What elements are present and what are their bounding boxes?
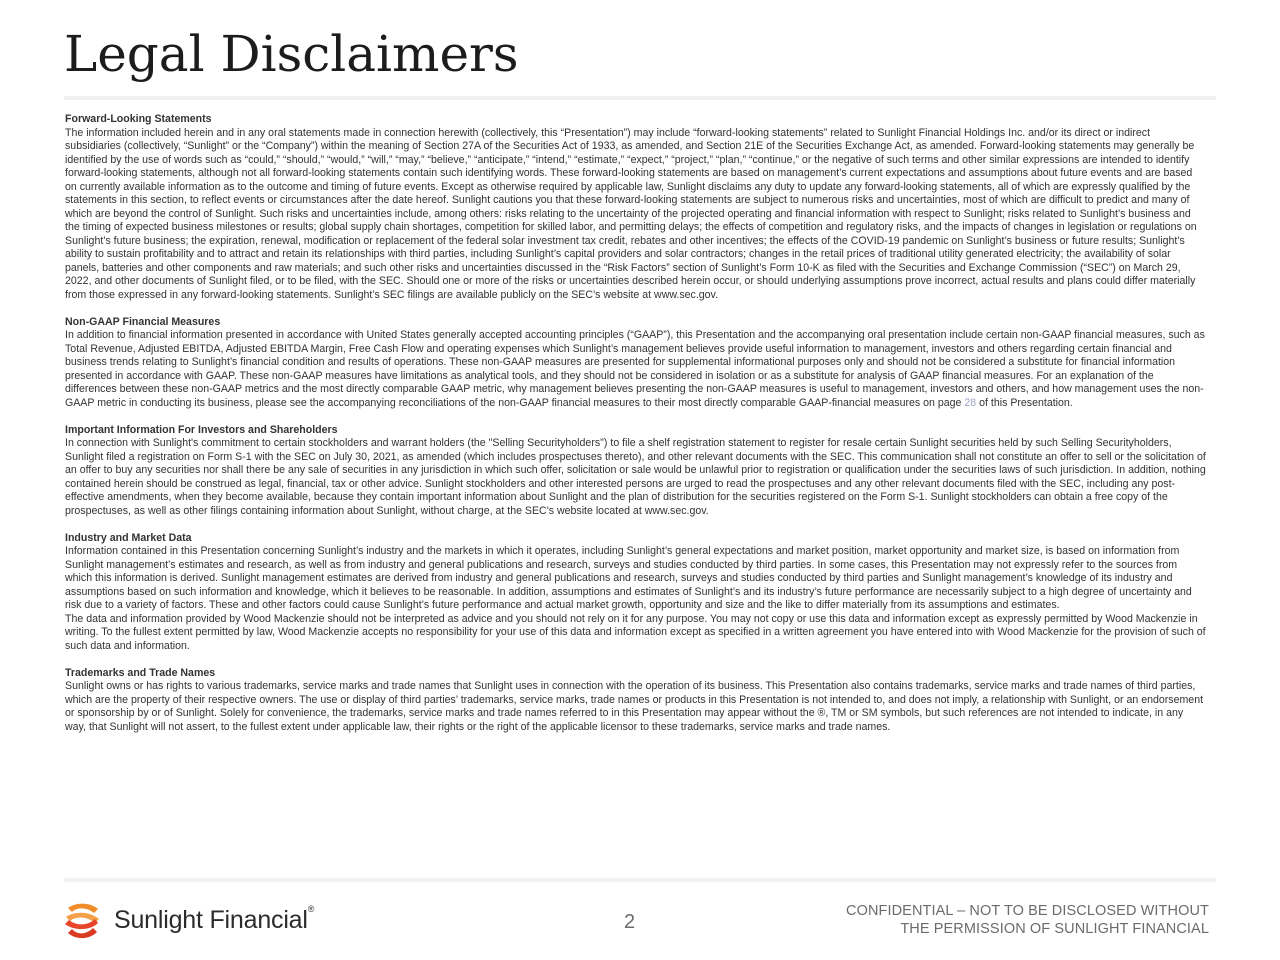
body-text: of this Presentation.: [976, 396, 1073, 409]
sunlight-logo-icon: [62, 900, 102, 942]
footer-divider: [64, 878, 1216, 882]
section-body: The information included herein and in any oral statements made in connection herewith (collectively, this “Presentation”) may include “forward-looking statements” related to Sunlight Financial Holdings Inc. and/or its direct or indirect subsidiaries (collectively, “Sunlight” or the “Company”) within the meaning of Section 27A of the Securities Act of 1933, as amended, and Section 21E of the Securities Exchange Act, as amended. Forward-looking statements may generally be identified by the use of words such as “could,” “should,” “would,” “will,” “may,” “believe,” “anticipate,” “intend,” “estimate,” “expect,” “project,” “plan,” “continue,” or the negative of such terms and other similar expressions are intended to identify forward-looking statements, although not all forward-looking statements contain such identifying words. These forward-looking statements are based on management’s current expectations and assumptions about future events and are based on currently available information as to the outcome and timing of future events. Except as otherwise required by applicable law, Sunlight disclaims any duty to update any forward-looking statements, all of which are expressly qualified by the statements in this section, to reflect events or circumstances after the date hereof. Sunlight cautions you that these forward-looking statements are subject to numerous risks and uncertainties, most of which are difficult to predict and many of which are beyond the control of Sunlight. Such risks and uncertainties include, among others: risks relating to the uncertainty of the projected operating and financial information with respect to Sunlight; risks related to Sunlight’s business and the timing of expected business milestones or results; global supply chain shortages, competition for skilled labor, and permitting delays; the effects of competition and regulatory risks, and the impacts of changes in legislation or regulations on Sunlight’s future business; the expiration, renewal, modification or replacement of the federal solar investment tax credit, rebates and other incentives; the effects of the COVID-19 pandemic on Sunlight’s business or future results; Sunlight’s ability to sustain profitability and to attract and retain its relationships with third parties, including Sunlight’s capital providers and solar contractors; changes in the retail prices of traditional utility generated electricity; the availability of solar panels, batteries and other components and raw materials; and such other risks and uncertainties discussed in the “Risk Factors” section of Sunlight’s Form 10-K as filed with the Securities and Exchange Commission (“SEC”) on March 29, 2022, and other documents of Sunlight filed, or to be filed, with the SEC. Should one or more of the risks or uncertainties described herein occur, or should underlying assumptions prove incorrect, actual results and plans could differ materially from those expressed in any forward-looking statements. Sunlight’s SEC filings are available publicly on the SEC’s website at www.sec.gov.: [65, 126, 1197, 301]
confidential-line: CONFIDENTIAL – NOT TO BE DISCLOSED WITHOUT: [846, 903, 1209, 919]
section-non-gaap: [65, 316, 1207, 411]
section-body: The data and information provided by Wood Mackenzie should not be interpreted as advice and you should not rely on it for any purpose. You may not copy or use this data and information except as expressly permitted by Wood Mackenzie in writing. To the fullest extent permitted by law, Wood Mackenzie accepts no responsibility for your use of this data and information except as specified in a written agreement you have entered into with Wood Mackenzie for the provision of such of such data and information.: [65, 612, 1206, 652]
page-number: 2: [624, 911, 636, 933]
section-heading: Forward-Looking Statements: [65, 113, 212, 125]
section-heading: Non-GAAP Financial Measures: [65, 315, 221, 328]
section-forward-looking: [65, 113, 1207, 302]
section-trademarks: [65, 667, 1207, 735]
section-body: In connection with Sunlight's commitment to certain stockholders and warrant holders (the "Selling Securityholders") to file a shelf registration statement to register for resale certain Sunlight securities held by such Selling Securityholders, Sunlight filed a registration on Form S-1 with the SEC on July 30, 2021, as amended (which includes prospectuses thereto), and other relevant documents with the SEC. This communication shall not constitute an offer to sell or the solicitation of an offer to buy any securities nor shall there be any sale of securities in any jurisdiction in which such offer, solicitation or sale would be unlawful prior to registration or qualification under the securities laws of such jurisdiction. In addition, nothing contained herein should be construed as legal, financial, tax or other advice. Sunlight stockholders and other interested persons are urged to read the prospectuses and any other relevant documents filed with the SEC, including any post-effective amendments, when they become available, because they contain important information about Sunlight and the plan of distribution for the securities registered on the Form S-1. Sunlight stockholders can obtain a free copy of the prospectuses, as well as other filings containing information about Sunlight, without charge, at the SEC's website located at www.sec.gov.: [65, 437, 1206, 517]
trademark-symbol: ®: [307, 904, 315, 914]
confidential-line: THE PERMISSION OF SUNLIGHT FINANCIAL: [900, 921, 1209, 937]
section-body: [65, 329, 1207, 410]
section-body: Information contained in this Presentation concerning Sunlight’s industry and the markets in which it operates, including Sunlight’s general expectations and market position, market opportunity and market size, is based on information from Sunlight management’s estimates and research, as well as from industry and general publications and research, surveys and studies conducted by third parties. In some cases, this Presentation may not expressly refer to the sources from which this information is derived. Sunlight management estimates are derived from industry and general publications and research, surveys and studies conducted by third parties and Sunlight management’s knowledge of its industry and assumptions based on such information and knowledge, which it believes to be reasonable. In addition, assumptions and estimates of Sunlight’s and its industry’s future performance are necessarily subject to a high degree of uncertainty and risk due to a variety of factors. These and other factors could cause Sunlight’s future performance and actual market growth, opportunity and size and the like to differ materially from its assumptions and estimates.: [65, 545, 1192, 611]
page-title: Legal Disclaimers: [64, 25, 519, 83]
section-heading: Industry and Market Data: [65, 531, 192, 544]
page-reference-link[interactable]: 28: [964, 396, 977, 409]
logo-wordmark: [114, 906, 314, 935]
confidential-notice: [846, 902, 1209, 938]
body-text: In addition to financial information presented in accordance with United States generally accepted accounting principles (“GAAP”), this Presentation and the accompanying oral presentation include certain non-GAAP financial measures, such as Total Revenue, Adjusted EBITDA, Adjusted EBITDA Margin, Free Cash Flow and operating expenses which Sunlight’s management believes provide useful information to management, investors and others regarding certain financial and business trends relating to Sunlight’s financial condition and results of operations. These non-GAAP measures are presented for supplemental informational purposes only and should not be considered a substitute for financial information presented in accordance with GAAP. These non-GAAP measures have limitations as analytical tools, and they should not be considered in isolation or as a substitute for analysis of GAAP financial measures. For an explanation of the differences between these non-GAAP metrics and the most directly comparable GAAP metric, why management believes presenting the non-GAAP measures is useful to management, investors and others, and how management uses the non-GAAP metric in conducting its business, please see the accompanying reconciliations of the non-GAAP financial measures to their most directly comparable GAAP-financial measures on page: [65, 329, 1205, 409]
section-industry: [65, 532, 1207, 654]
company-logo: [62, 900, 332, 944]
disclaimer-content: [65, 113, 1207, 748]
section-body: Sunlight owns or has rights to various trademarks, service marks and trade names that Sunlight uses in connection with the operation of its business. This Presentation also contains trademarks, service marks and trade names of third parties, which are the property of their respective owners. The use or display of third parties’ trademarks, service marks, trade names or products in this Presentation is not intended to, and does not imply, a relationship with Sunlight, or an endorsement or sponsorship by or of Sunlight. Solely for convenience, the trademarks, service marks and trade names referred to in this Presentation may appear without the ®, TM or SM symbols, but such references are not intended to indicate, in any way, that Sunlight will not assert, to the fullest extent under applicable law, their rights or the right of the applicable licensor to these trademarks, service marks and trade names.: [65, 680, 1204, 733]
header-divider: [64, 96, 1216, 100]
section-investors: [65, 424, 1207, 519]
section-heading: Trademarks and Trade Names: [65, 666, 216, 679]
section-heading: Important Information For Investors and Shareholders: [65, 423, 338, 436]
logo-text: Sunlight Financial: [114, 906, 308, 934]
